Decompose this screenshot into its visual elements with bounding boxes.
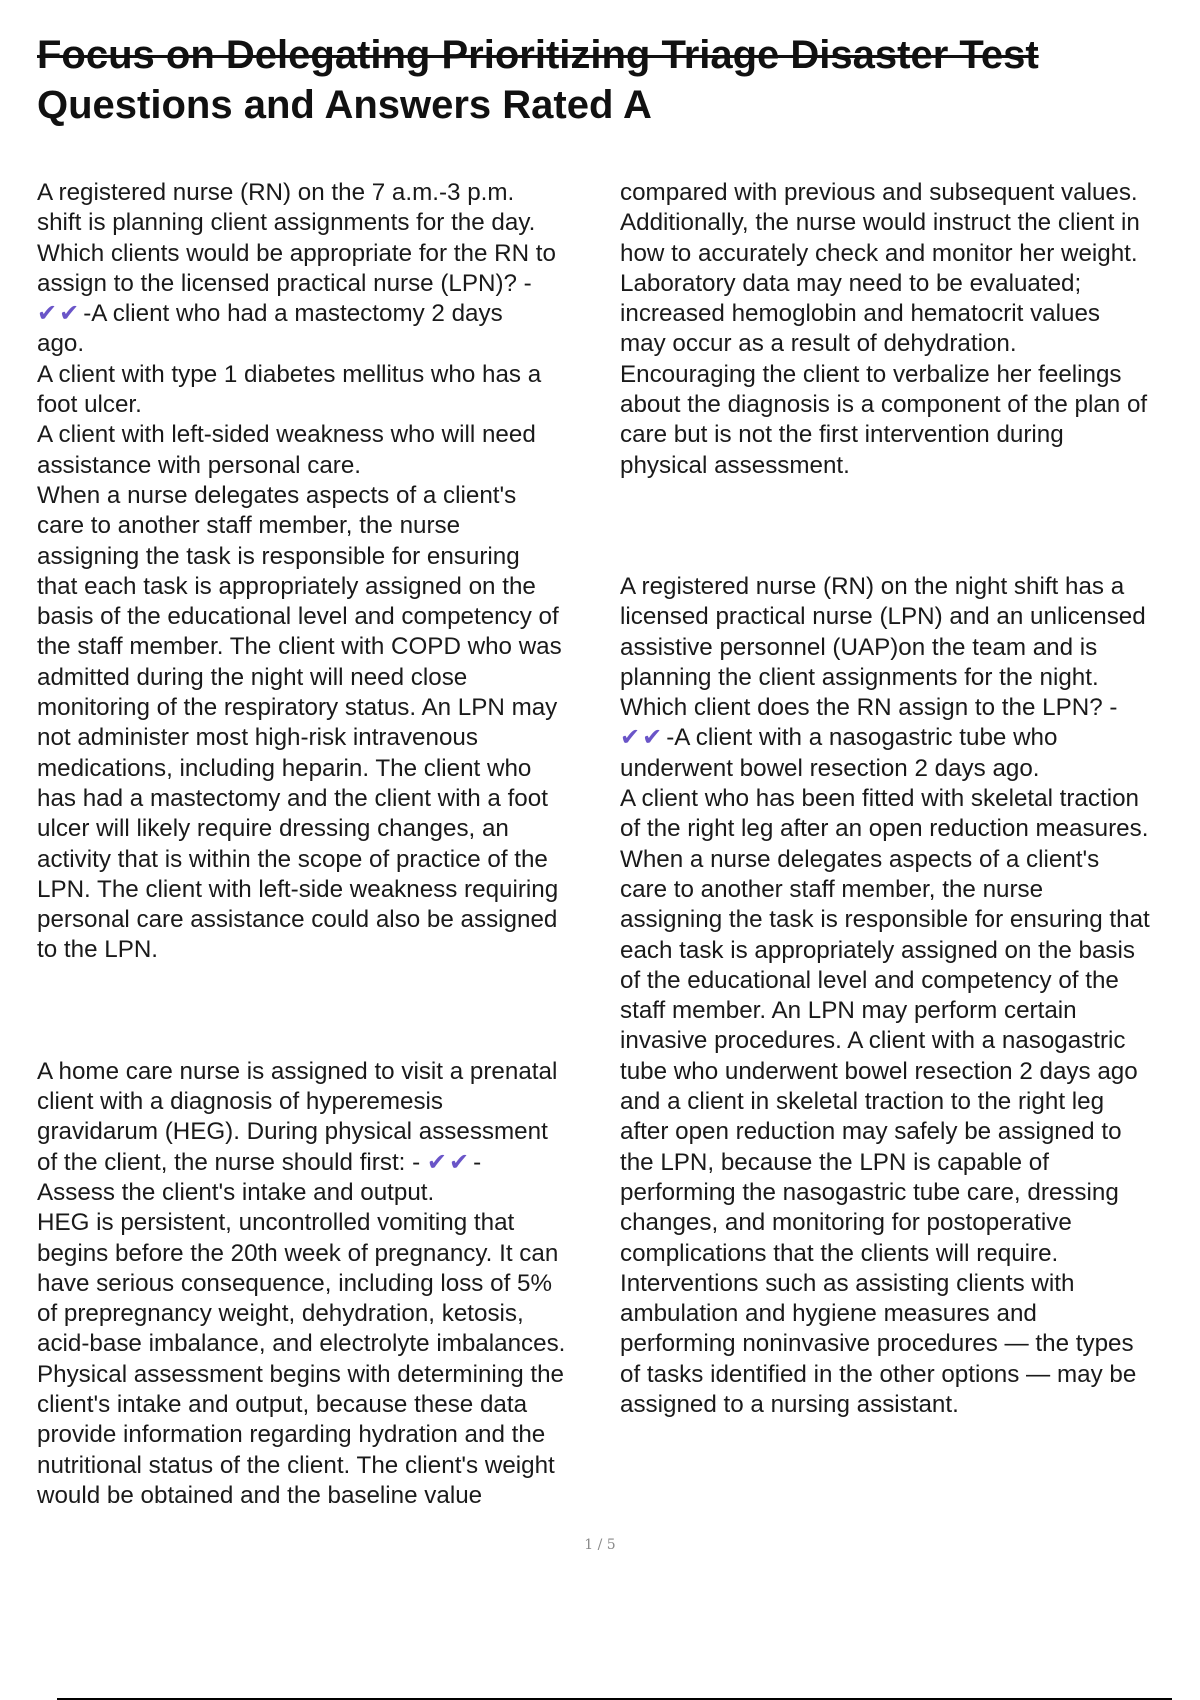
text-line: basis of the educational level and competency of [37,603,559,631]
text-line: provide information regarding hydration and the [37,1421,546,1449]
text-line: A client with left-sided weakness who will need [37,421,536,449]
text-line: A client who has been fitted with skeletal traction [620,785,1139,813]
double-check-icon: ✔✔ [426,1148,472,1176]
rationale-1 [37,329,612,965]
text-line: tube who underwent bowel resection 2 days ago [620,1057,1138,1085]
page-title [37,30,1167,130]
text-line: performing noninvasive procedures — the types [620,1330,1134,1358]
text-line: physical assessment. [620,451,850,479]
text-line: performing the nasogastric tube care, dressing [620,1178,1119,1206]
text-line: Additionally, the nurse would instruct the client in [620,209,1140,237]
text-line: assistive personnel (UAP)on the team and is [620,633,1098,661]
text-line: personal care assistance could also be assigned [37,906,558,934]
double-check-icon: ✔✔ [37,300,82,328]
text-line: foot ulcer. [37,391,142,419]
text-line: assigning the task is responsible for ensuring [37,542,520,570]
text-line: to the LPN. [37,936,159,964]
text-line: not administer most high-risk intravenous [37,724,478,752]
text-line: A registered nurse (RN) on the 7 a.m.-3 p.m. [37,179,515,206]
text-line: that each task is appropriately assigned on the [37,572,536,600]
text-line: shift is planning client assignments for the day. [37,209,536,237]
text-line: has had a mastectomy and the client with a foot [37,784,548,812]
text-line: When a nurse delegates aspects of a client's [620,845,1100,873]
text-line: assign to the licensed practical nurse (LPN)? - [37,269,532,297]
text-line: care but is not the first intervention during [620,421,1064,449]
text-line: Encouraging the client to verbalize her feelings [620,360,1122,388]
question-2 [37,1057,612,1148]
text-line: A registered nurse (RN) on the night shift has a [620,572,1125,600]
text-line: have serious consequence, including loss of 5% [37,1269,552,1297]
text-line: how to accurately check and monitor her weight. [620,239,1138,267]
left-column [37,178,612,1511]
text-line: assigned to a nursing assistant. [620,1390,959,1418]
text-line: about the diagnosis is a component of the plan of [620,391,1148,419]
text-line: changes, and monitoring for postoperative [620,1209,1072,1237]
right-column [620,178,1195,1420]
text-line: care to another staff member, the nurse [37,512,461,540]
text-line: Assess the client's intake and output. [37,1178,435,1206]
text-line: and a client in skeletal traction to the right leg [620,1088,1105,1116]
text-line: planning the client assignments for the night. [620,663,1099,691]
text-line: would be obtained and the baseline value [37,1481,483,1509]
text-line: nutritional status of the client. The client's weight [37,1451,555,1479]
answer-text: -A client with a nasogastric tube who [666,724,1058,752]
text-line: Laboratory data may need to be evaluated; [620,269,1082,297]
text-line: after open reduction may safely be assigned to [620,1118,1122,1146]
text-line: underwent bowel resection 2 days ago. [620,754,1040,782]
rationale-3 [620,754,1195,1421]
text-line: of prepregnancy weight, dehydration, ketosis, [37,1300,524,1328]
text-line: ambulation and hygiene measures and [620,1300,1037,1328]
text-line: assistance with personal care. [37,451,362,479]
spacer [620,481,1195,572]
text-line: activity that is within the scope of practice of the [37,845,548,873]
answer-dash: - [473,1148,482,1176]
answer-line [37,299,612,329]
question-1 [37,178,612,299]
rationale-2-continued [620,178,1195,481]
text-line: the LPN, because the LPN is capable of [620,1148,1049,1176]
spacer [37,966,612,1057]
text-line: medications, including heparin. The client who [37,754,532,782]
text-line: each task is appropriately assigned on the basis [620,936,1135,964]
text-line: ago. [37,330,85,358]
double-check-icon: ✔✔ [620,724,665,752]
text-line: assigning the task is responsible for ensuring that [620,906,1150,934]
text-line: compared with previous and subsequent values. [620,179,1138,206]
question-3 [620,572,1195,723]
text-line: the staff member. The client with COPD who was [37,633,562,661]
text-line: complications that the clients will require. [620,1239,1059,1267]
text-line: Which client does the RN assign to the LPN? - [620,694,1118,722]
text-line: care to another staff member, the nurse [620,875,1044,903]
text-line: HEG is persistent, uncontrolled vomiting that [37,1209,515,1237]
answer-line [620,723,1195,753]
rationale-2 [37,1178,612,1511]
answer-text: -A client who had a mastectomy 2 days [83,300,503,328]
text-line: acid-base imbalance, and electrolyte imbalances. [37,1330,566,1358]
page-number: 1 / 5 [584,1537,616,1553]
text-line: admitted during the night will need close [37,663,468,691]
text-line: client's intake and output, because these data [37,1390,528,1418]
text-line: A home care nurse is assigned to visit a prenatal [37,1057,558,1085]
title-line-2: Questions and Answers Rated A [37,83,652,127]
text-line: Interventions such as assisting clients with [620,1269,1075,1297]
text-line: staff member. An LPN may perform certain [620,997,1077,1025]
text-line: of tasks identified in the other options — may be [620,1360,1137,1388]
text-line: Which clients would be appropriate for the RN to [37,239,556,267]
text-line: gravidarum (HEG). During physical assessment [37,1118,548,1146]
text-line: begins before the 20th week of pregnancy. It can [37,1239,559,1267]
text-line: monitoring of the respiratory status. An LPN may [37,694,558,722]
text-line: Physical assessment begins with determining the [37,1360,565,1388]
text-line: increased hemoglobin and hematocrit values [620,300,1101,328]
text-line: ulcer will likely require dressing changes, an [37,815,509,843]
title-line-1: Focus on Delegating Prioritizing Triage Disaster Test [37,33,1039,77]
text-line: A client with type 1 diabetes mellitus who has a [37,360,542,388]
question-text-end: of the client, the nurse should first: - [37,1148,421,1176]
text-line: client with a diagnosis of hyperemesis [37,1088,444,1116]
text-line: of the right leg after an open reduction measures. [620,815,1149,843]
text-line: When a nurse delegates aspects of a client's [37,481,517,509]
question-line-end [37,1148,612,1178]
text-line: invasive procedures. A client with a nasogastric [620,1027,1126,1055]
text-line: licensed practical nurse (LPN) and an unlicensed [620,603,1146,631]
text-line: may occur as a result of dehydration. [620,330,1017,358]
text-line: of the educational level and competency of the [620,966,1119,994]
text-line: LPN. The client with left-side weakness requiring [37,875,559,903]
